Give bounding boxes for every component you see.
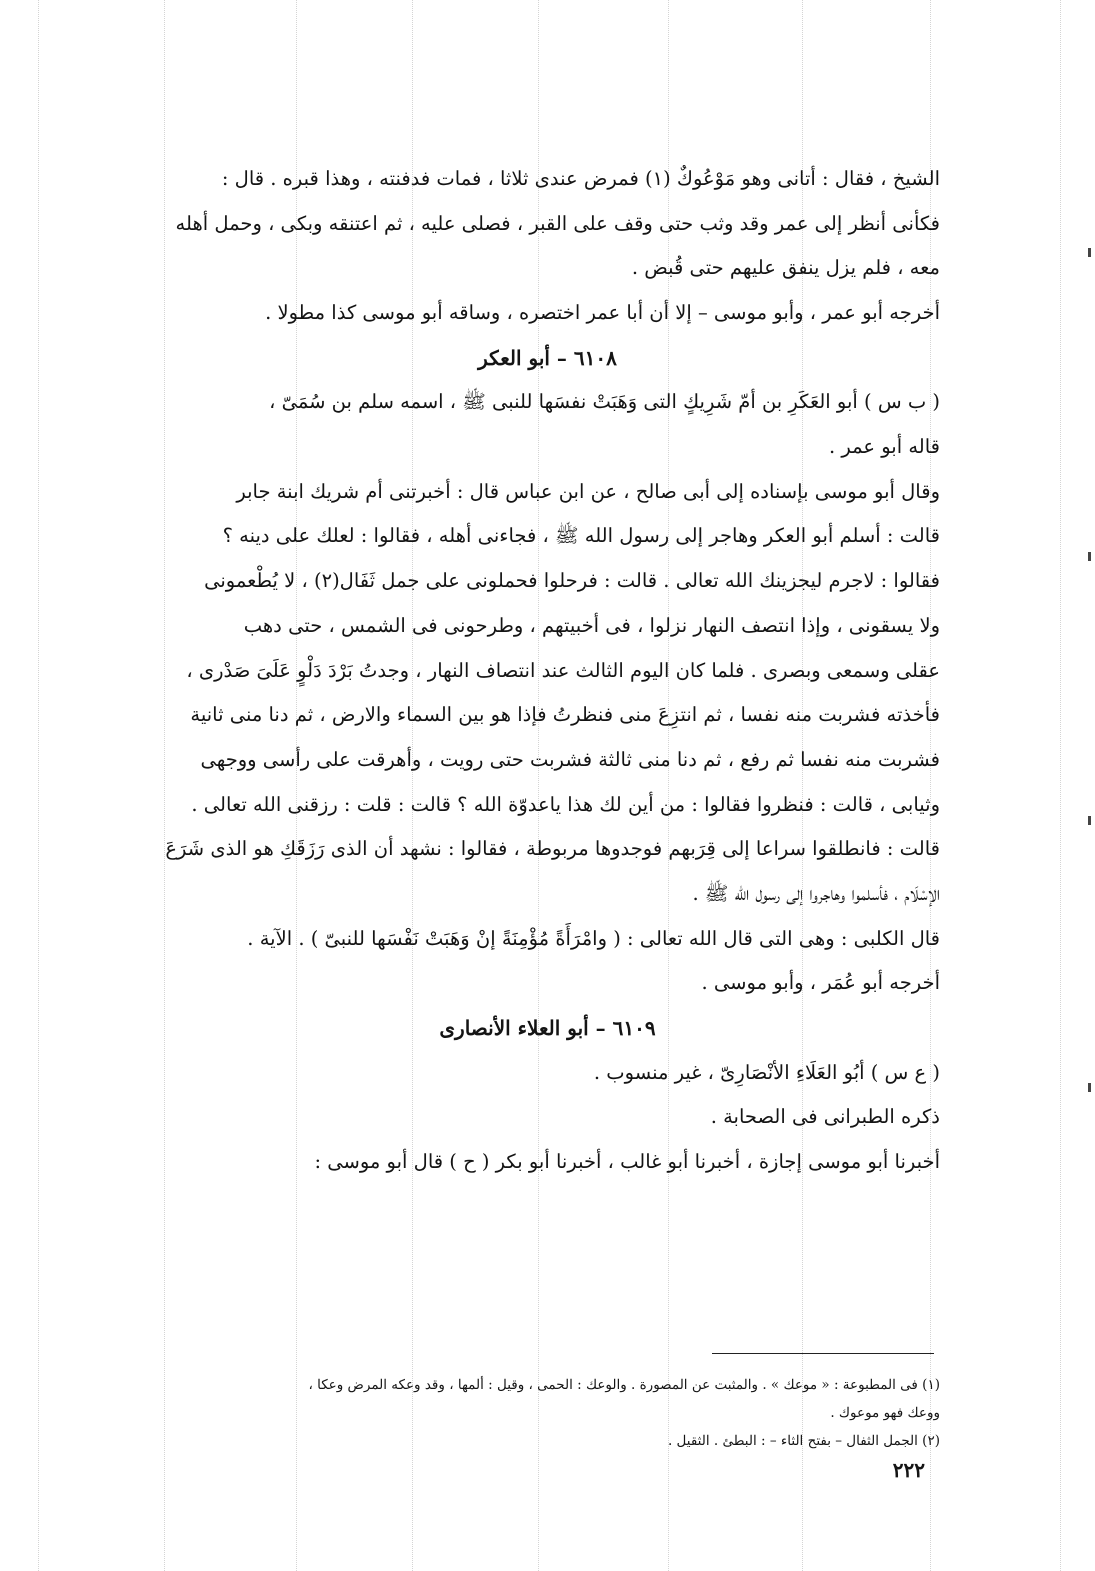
text-line: وثيابى ، قالت : فنظروا فقالوا : من أين لك هذا ياعدوّة الله ؟ قالت : قلت : رزقنى الله تعالى . [191, 793, 940, 816]
margin-mark [1088, 248, 1091, 257]
text-line: أخرجه أبو عُمَر ، وأبو موسى . [701, 971, 940, 994]
text-line: وقال أبو موسى بإسناده إلى أبى صالح ، عن ابن عباس قال : أخبرتنى أم شريك ابنة جابر [236, 480, 940, 503]
text-line: قالت : فانطلقوا سراعا إلى قِرَبهم فوجدوها مربوطة ، فقالوا : نشهد أن الذى رَزَقَكِ هو الذى شَرَعَ [165, 837, 940, 860]
text-line: فأخذته فشربت منه نفسا ، ثم انتزِعَ منى فنظرتُ فإذا هو بين السماء والارض ، ثم دنا منى ثانية [190, 703, 940, 726]
text-line: معه ، فلم يزل ينفق عليهم حتى قُبض . [631, 256, 940, 279]
footnote: ووعك فهو موعوك . [830, 1405, 940, 1421]
text-line: فقالوا : لاجرم ليجزينك الله تعالى . قالت : فرحلوا فحملونى على جمل ثَفَال(٢) ، لا يُطْعمونى [204, 569, 940, 592]
text-line: قال الكلبى : وهى التى قال الله تعالى : ( وامْرَأَةً مُؤْمِنَةً إنْ وَهَبَتْ نَفْسَها للنبىّ ) . الآية . [247, 927, 940, 950]
text-line: ذكره الطبرانى فى الصحابة . [710, 1105, 940, 1128]
text-line: قاله أبو عمر . [828, 435, 940, 458]
text-line: الشيخ ، فقال : أتانى وهو مَوْعُوكٌ (١) فمرض عندى ثلاثا ، فمات فدفنته ، وهذا قبره . قال : [221, 167, 940, 190]
margin-mark [1088, 1083, 1091, 1092]
text-line: فشربت منه نفسا ثم رفع ، ثم دنا منى ثالثة فشربت حتى رويت ، وأهرقت على رأسى ووجهى [200, 748, 940, 771]
text-line: ( ب س ) أبو العَكَرِ بن أمّ شَرِيكٍ التى وَهَبَتْ نفسَها للنبى ﷺ ، اسمه سلم بن سُمَىّ ، [269, 390, 940, 413]
text-line: أخبرنا أبو موسى إجازة ، أخبرنا أبو غالب ، أخبرنا أبو بكر ( ح ) قال أبو موسى : [314, 1150, 940, 1173]
text-line: عقلى وسمعى وبصرى . فلما كان اليوم الثالث عند انتصاف النهار ، وجدتُ بَرْدَ دَلْوٍ عَلَىَ صَدْرى ، [186, 659, 940, 682]
entry-heading: ٦١٠٨ – أبو العكر [478, 346, 617, 370]
footnote: (١) فى المطبوعة : « موعك » . والمثبت عن المصورة . والوعك : الحمى ، وقيل : ألمها ، وقد وعكه المرض وعكا ، [308, 1377, 940, 1393]
text-line: ولا يسقونى ، وإذا انتصف النهار نزلوا ، فى أخبيتهم ، وطرحونى فى الشمس ، حتى دهب [243, 614, 940, 637]
footnote-separator [712, 1353, 934, 1354]
text-line: الإسْلَام ، فأسلموا وهاجروا إلى رسول الله ﷺ . [692, 882, 940, 905]
scan-guide-line [164, 0, 165, 1571]
margin-mark [1088, 816, 1091, 825]
text-line: فكأنى أنظر إلى عمر وقد وثب حتى وقف على القبر ، فصلى عليه ، ثم اعتنقه وبكى ، وحمل أهله [175, 212, 940, 235]
margin-mark [1088, 552, 1091, 561]
scan-guide-line [38, 0, 39, 1571]
footnote: (٢) الجمل الثفال – بفتح الثاء – : البطئ . الثقيل . [667, 1433, 940, 1449]
text-line: ( ع س ) أبُو العَلَاءِ الأنْصَارِىّ ، غير منسوب . [593, 1061, 940, 1084]
entry-heading: ٦١٠٩ – أبو العلاء الأنصارى [439, 1016, 656, 1040]
page-number: ٢٢٢ [892, 1458, 925, 1482]
text-line: أخرجه أبو عمر ، وأبو موسى – إلا أن أبا عمر اختصره ، وساقه أبو موسى كذا مطولا . [265, 301, 940, 324]
scan-guide-line [1060, 0, 1061, 1571]
text-line: قالت : أسلم أبو العكر وهاجر إلى رسول الله ﷺ ، فجاءنى أهله ، فقالوا : لعلك على دينه ؟ [222, 524, 940, 547]
